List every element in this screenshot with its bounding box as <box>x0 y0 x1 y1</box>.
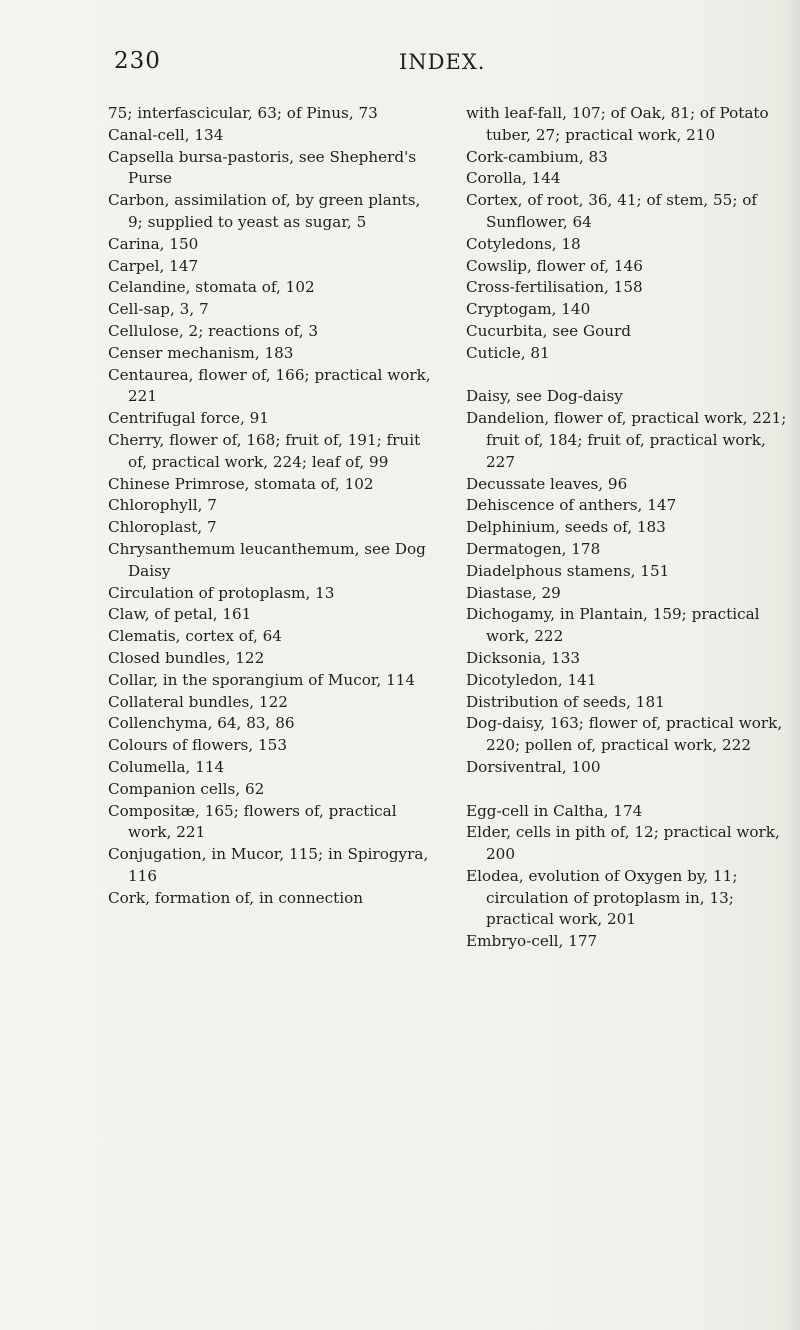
index-entry: Centrifugal force, 91 <box>108 409 269 428</box>
index-entry: Dorsiventral, 100 <box>466 757 601 776</box>
index-entry: Collateral bundles, 122 <box>108 692 288 711</box>
index-entry: Cherry, flower of, 168; fruit of, 191; fruit of, practical work, 224; leaf of, 99 <box>108 430 421 471</box>
page-edge-shadow <box>786 0 800 1330</box>
index-entry: Daisy, see Dog-daisy <box>466 387 623 406</box>
index-entry: Centaurea, flower of, 166; practical work, 221 <box>108 365 431 406</box>
index-entry: Chloroplast, 7 <box>108 518 217 537</box>
index-entry: Conjugation, in Mucor, 115; in Spirogyra, 116 <box>108 845 429 885</box>
index-entry: Carina, 150 <box>108 234 199 253</box>
index-entry: Egg-cell in Caltha, 174 <box>466 801 643 820</box>
index-entry: Dehiscence of anthers, 147 <box>466 496 677 515</box>
index-entry: Colours of flowers, 153 <box>108 736 287 755</box>
index-entry: Chrysanthemum leucanthemum, see Dog Daisy <box>108 539 426 580</box>
index-entry: Cork, formation of, in connection <box>108 888 364 907</box>
index-entry: Dandelion, flower of, practical work, 221; fruit of, 184; fruit of, practical work, 227 <box>466 409 787 471</box>
index-entry: Diadelphous stamens, 151 <box>466 561 670 580</box>
index-entry: Collenchyma, 64, 83, 86 <box>108 714 295 733</box>
index-entry: Carpel, 147 <box>108 256 199 275</box>
letter-group-gap <box>466 779 794 801</box>
index-entry: Embryo-cell, 177 <box>466 932 598 951</box>
index-entry: Dog-daisy, 163; flower of, practical work, 220; pollen of, practical work, 222 <box>466 714 783 755</box>
index-entry: Cryptogam, 140 <box>466 300 591 319</box>
index-entry: Elodea, evolution of Oxygen by, 11; circulation of protoplasm in, 13; practical work, 201 <box>466 866 738 929</box>
index-entry: 75; interfascicular, 63; of Pinus, 73 <box>108 104 378 122</box>
index-entry: Cork-cambium, 83 <box>466 147 608 166</box>
index-column-left <box>108 103 436 909</box>
index-entry: Dicotyledon, 141 <box>466 670 597 689</box>
index-entry: Closed bundles, 122 <box>108 648 265 667</box>
index-entry: Corolla, 144 <box>466 169 561 188</box>
index-entry: Circulation of protoplasm, 13 <box>108 583 335 602</box>
index-entry: Diastase, 29 <box>466 583 561 602</box>
index-entry: Cellulose, 2; reactions of, 3 <box>108 321 319 340</box>
running-head: INDEX. <box>399 50 486 74</box>
index-entry: Cross-fertilisation, 158 <box>466 278 643 297</box>
index-entry: Cortex, of root, 36, 41; of stem, 55; of Sunflower, 64 <box>466 191 758 231</box>
page-header <box>0 48 800 88</box>
page-number: 230 <box>114 48 161 74</box>
index-entry: Collar, in the sporangium of Mucor, 114 <box>108 670 416 689</box>
index-entry: Canal-cell, 134 <box>108 125 224 144</box>
letter-group-gap <box>466 365 794 387</box>
index-entry: Cotyledons, 18 <box>466 234 581 253</box>
index-entry: Cucurbita, see Gourd <box>466 321 631 340</box>
index-entry: Companion cells, 62 <box>108 779 265 798</box>
index-entry: Celandine, stomata of, 102 <box>108 278 315 297</box>
index-entry: Dichogamy, in Plantain, 159; practical work, 222 <box>466 605 760 646</box>
index-entry: Capsella bursa-pastoris, see Shepherd's Purse <box>108 147 417 188</box>
index-entry: Cuticle, 81 <box>466 343 550 362</box>
index-entry: Claw, of petal, 161 <box>108 605 252 624</box>
index-entry: Clematis, cortex of, 64 <box>108 627 282 646</box>
index-column-right <box>466 103 794 953</box>
index-entry: Distribution of seeds, 181 <box>466 692 665 711</box>
index-entry: Compositæ, 165; flowers of, practical work, 221 <box>108 801 397 842</box>
index-entry: Delphinium, seeds of, 183 <box>466 518 666 537</box>
index-entry: Chinese Primrose, stomata of, 102 <box>108 474 374 493</box>
index-entry: Elder, cells in pith of, 12; practical work, 200 <box>466 823 780 864</box>
index-entry: Dermatogen, 178 <box>466 539 601 558</box>
index-entry: Cowslip, flower of, 146 <box>466 256 643 275</box>
index-entry: Carbon, assimilation of, by green plants, 9; supplied to yeast as sugar, 5 <box>108 191 421 231</box>
index-entry: Cell-sap, 3, 7 <box>108 300 209 319</box>
index-entry: with leaf-fall, 107; of Oak, 81; of Potato tuber, 27; practical work, 210 <box>466 104 769 144</box>
index-entry: Decussate leaves, 96 <box>466 474 628 493</box>
index-entry: Chlorophyll, 7 <box>108 496 217 515</box>
index-entry: Censer mechanism, 183 <box>108 343 294 362</box>
index-entry: Dicksonia, 133 <box>466 648 581 667</box>
index-entry: Columella, 114 <box>108 757 225 776</box>
